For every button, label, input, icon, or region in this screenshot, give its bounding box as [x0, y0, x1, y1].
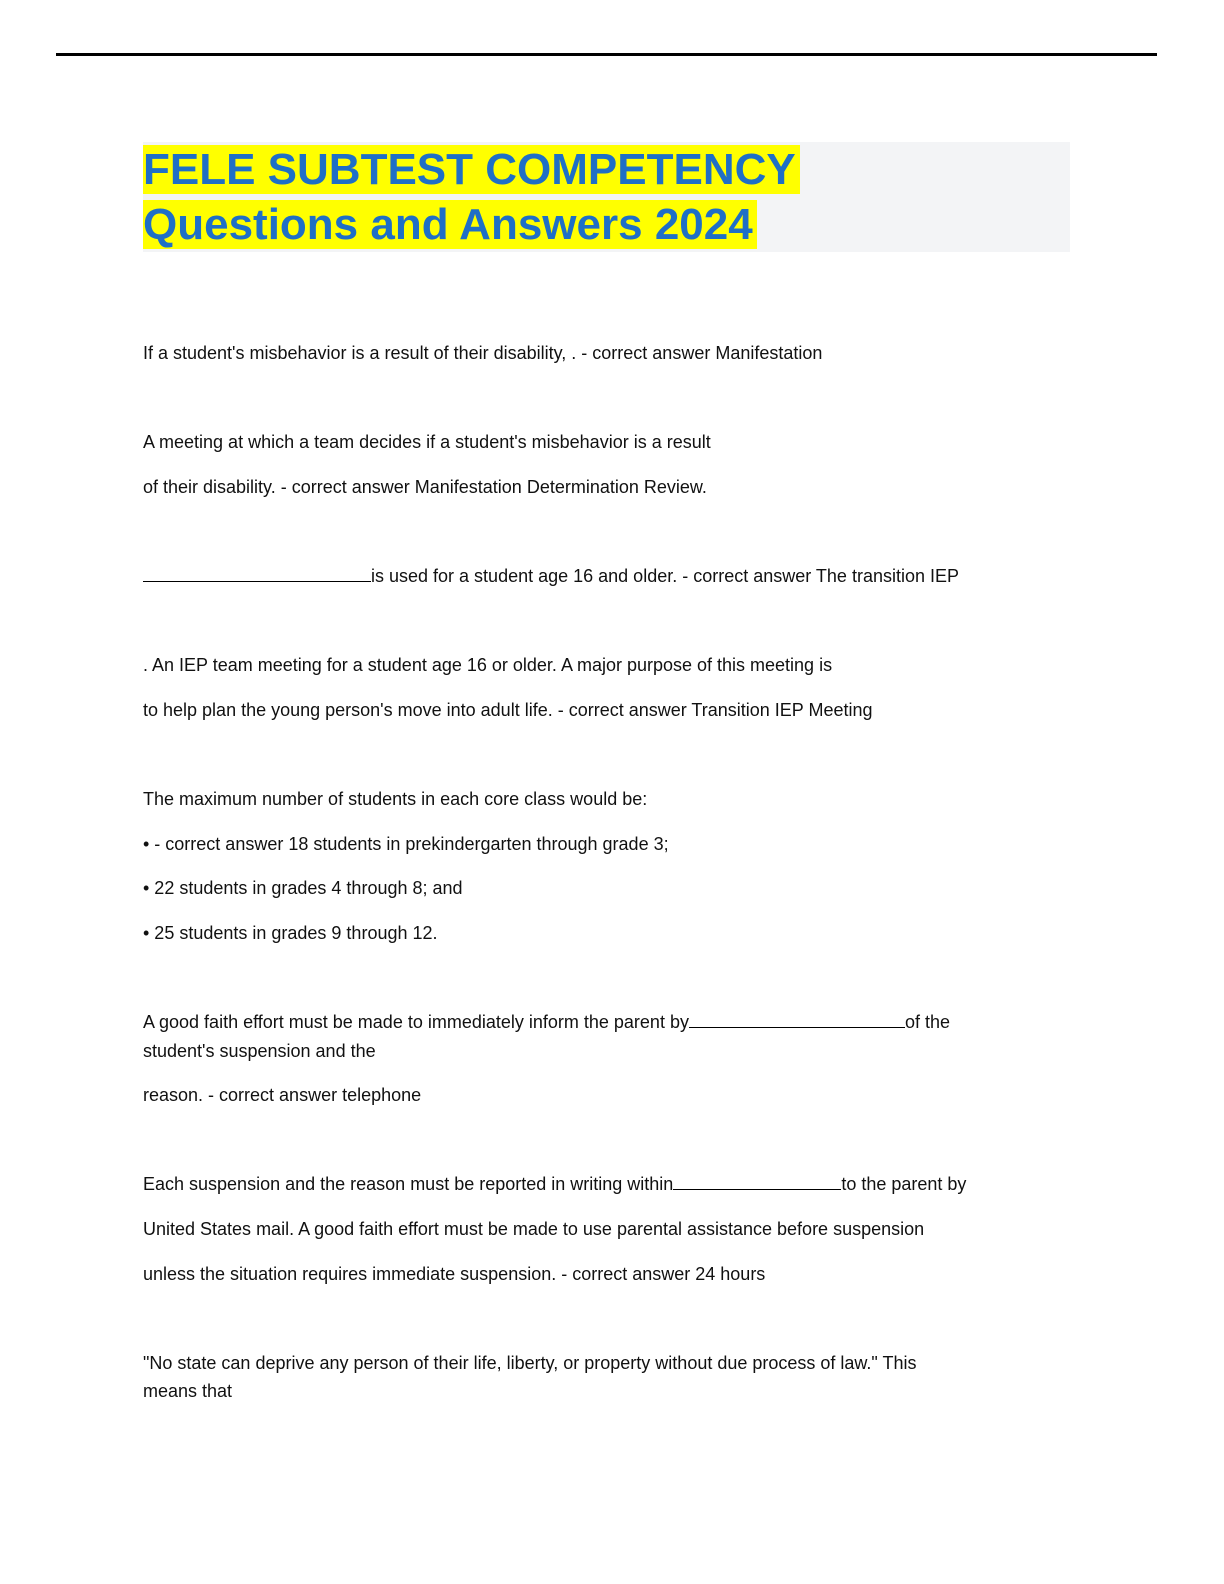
question-written-report-after: to the parent by	[841, 1174, 967, 1194]
document-title	[143, 142, 800, 252]
question-mdr-line-2: of their disability. - correct answer Manifestation Determination Review.	[143, 477, 707, 497]
question-inform-parent-line-3: reason. - correct answer telephone	[143, 1085, 422, 1105]
question-mdr-line-1: A meeting at which a team decides if a student's misbehavior is a result	[143, 432, 711, 452]
class-size-bullet-3: • 25 students in grades 9 through 12.	[143, 923, 438, 943]
question-transition-iep-text: is used for a student age 16 and older. - correct answer The transition IEP	[371, 566, 959, 586]
answer-blank	[689, 1009, 905, 1028]
question-written-report-line-2: United States mail. A good faith effort must be made to use parental assistance before suspension	[143, 1219, 925, 1239]
answer-blank	[143, 563, 371, 582]
title-line-1: FELE SUBTEST COMPETENCY	[143, 145, 800, 194]
question-transition-meeting-line-2: to help plan the young person's move into adult life. - correct answer Transition IEP Meeting	[143, 700, 873, 720]
question-transition-iep	[143, 562, 959, 590]
question-inform-parent-before: A good faith effort must be made to immediately inform the parent by	[143, 1012, 689, 1032]
question-class-size-line-1: The maximum number of students in each core class would be:	[143, 789, 648, 809]
class-size-bullet-1: • - correct answer 18 students in prekindergarten through grade 3;	[143, 834, 669, 854]
question-due-process-line-1: "No state can deprive any person of their life, liberty, or property without due process of law." This	[143, 1353, 917, 1373]
class-size-bullet-2: • 22 students in grades 4 through 8; and	[143, 878, 463, 898]
question-manifestation: If a student's misbehavior is a result of their disability, . - correct answer Manifestation	[143, 343, 823, 363]
question-transition-meeting-line-1: . An IEP team meeting for a student age 16 or older. A major purpose of this meeting is	[143, 655, 833, 675]
title-line-2: Questions and Answers 2024	[143, 200, 757, 249]
question-written-report-before: Each suspension and the reason must be reported in writing within	[143, 1174, 674, 1194]
answer-blank	[673, 1171, 841, 1190]
question-inform-parent-line-2: student's suspension and the	[143, 1041, 376, 1061]
question-written-report-line-1	[143, 1170, 966, 1198]
question-inform-parent-line-1	[143, 1008, 950, 1036]
header-rule	[56, 53, 1157, 56]
question-written-report-line-3: unless the situation requires immediate suspension. - correct answer 24 hours	[143, 1264, 766, 1284]
question-inform-parent-after: of the	[904, 1012, 951, 1032]
question-due-process-line-2: means that	[143, 1381, 233, 1401]
